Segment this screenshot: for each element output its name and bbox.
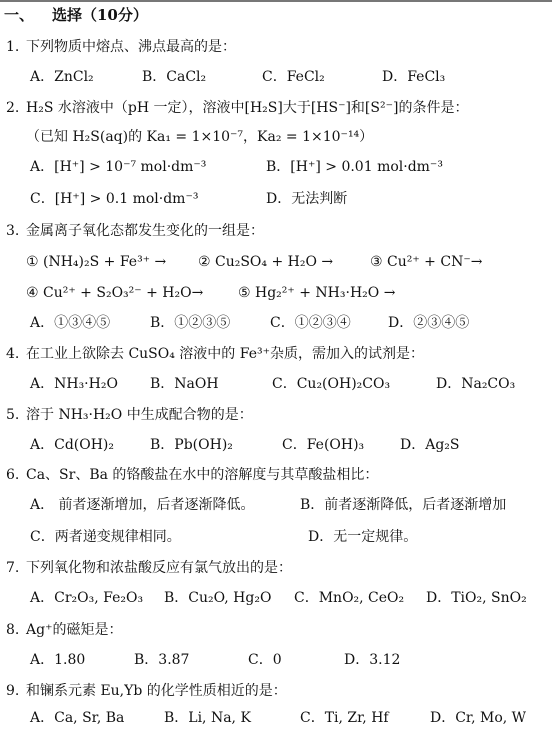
option-b: B．Li, Na, K (164, 710, 251, 726)
reaction-3: ③ Cu²⁺ + CN⁻→ (370, 254, 483, 270)
option-a: A． 前者逐渐增加，后者逐渐降低。 (30, 497, 255, 513)
option-d: D．Na₂CO₃ (436, 376, 516, 392)
option-c: C．Cu₂(OH)₂CO₃ (272, 376, 391, 392)
question-stem: 金属离子氧化态都发生变化的一组是： (26, 223, 264, 239)
question-stem: 在工业上欲除去 CuSO₄ 溶液中的 Fe³⁺杂质，需加入的试剂是： (26, 346, 424, 362)
question-number: 5. (6, 407, 20, 423)
option-d: D．FeCl₃ (382, 69, 446, 85)
option-d: D．Ag₂S (400, 437, 460, 453)
option-b: B．①②③⑤ (150, 315, 231, 331)
reaction-5: ⑤ Hg₂²⁺ + NH₃·H₂O → (238, 285, 396, 301)
option-a: A．Cd(OH)₂ (30, 437, 115, 453)
option-a: A．①③④⑤ (30, 315, 111, 331)
option-d: D．Cr, Mo, W (430, 710, 527, 726)
option-c: C．0 (248, 652, 282, 668)
question-number: 6. (6, 467, 20, 483)
question-stem: H₂S 水溶液中（pH 一定），溶液中[H₂S]大于[HS⁻]和[S²⁻]的条件是： (26, 100, 469, 116)
section-number: 一、 (4, 6, 35, 24)
option-a: A．NH₃·H₂O (30, 376, 118, 392)
question-stem: 溶于 NH₃·H₂O 中生成配合物的是： (26, 407, 253, 423)
option-b: B．NaOH (150, 376, 219, 392)
option-c: C．Fe(OH)₃ (282, 437, 365, 453)
option-c: C．MnO₂, CeO₂ (294, 590, 405, 606)
option-b: B．前者逐渐降低，后者逐渐增加 (300, 497, 507, 513)
top-rule (0, 0, 552, 2)
option-b: B．[H⁺] > 0.01 mol·dm⁻³ (266, 159, 443, 175)
option-d: D．3.12 (344, 652, 401, 668)
option-a: A．ZnCl₂ (30, 69, 94, 85)
option-d: D．TiO₂, SnO₂ (426, 590, 527, 606)
option-a: A．[H⁺] > 10⁻⁷ mol·dm⁻³ (30, 159, 207, 175)
option-a: A．Cr₂O₃, Fe₂O₃ (30, 590, 144, 606)
option-d: D．无一定规律。 (308, 529, 418, 545)
option-c: C．Ti, Zr, Hf (300, 710, 389, 726)
question-number: 3. (6, 223, 20, 239)
option-c: C．[H⁺] > 0.1 mol·dm⁻³ (30, 191, 199, 207)
option-a: A．Ca, Sr, Ba (30, 710, 125, 726)
question-number: 9. (6, 683, 20, 699)
reaction-4: ④ Cu²⁺ + S₂O₃²⁻ + H₂O→ (26, 285, 204, 301)
option-b: B．CaCl₂ (142, 69, 207, 85)
option-b: B．3.87 (134, 652, 190, 668)
question-number: 2. (6, 100, 20, 116)
question-number: 7. (6, 560, 20, 576)
option-d: D．②③④⑤ (388, 315, 470, 331)
question-number: 8. (6, 622, 20, 638)
option-c: C．两者递变规律相同。 (30, 529, 181, 545)
question-number: 1. (6, 39, 20, 55)
section-title: 选择（10分） (52, 6, 148, 24)
option-b: B．Pb(OH)₂ (150, 437, 233, 453)
option-d: D．无法判断 (266, 191, 348, 207)
question-stem: 和镧系元素 Eu,Yb 的化学性质相近的是： (26, 683, 287, 699)
question-note: （已知 H₂S(aq)的 Ka₁ = 1×10⁻⁷，Ka₂ = 1×10⁻¹⁴） (26, 129, 374, 145)
option-b: B．Cu₂O, Hg₂O (164, 590, 272, 606)
option-c: C．FeCl₂ (262, 69, 325, 85)
reaction-2: ② Cu₂SO₄ + H₂O → (198, 254, 334, 270)
reaction-1: ① (NH₄)₂S + Fe³⁺ → (26, 254, 167, 270)
option-c: C．①②③④ (270, 315, 351, 331)
question-number: 4. (6, 346, 20, 362)
question-stem: 下列氧化物和浓盐酸反应有氯气放出的是： (26, 560, 292, 576)
question-stem: Ca、Sr、Ba 的铬酸盐在水中的溶解度与其草酸盐相比： (26, 467, 379, 483)
question-stem: Ag⁺的磁矩是： (26, 622, 123, 638)
question-stem: 下列物质中熔点、沸点最高的是： (26, 39, 236, 55)
option-a: A．1.80 (30, 652, 86, 668)
